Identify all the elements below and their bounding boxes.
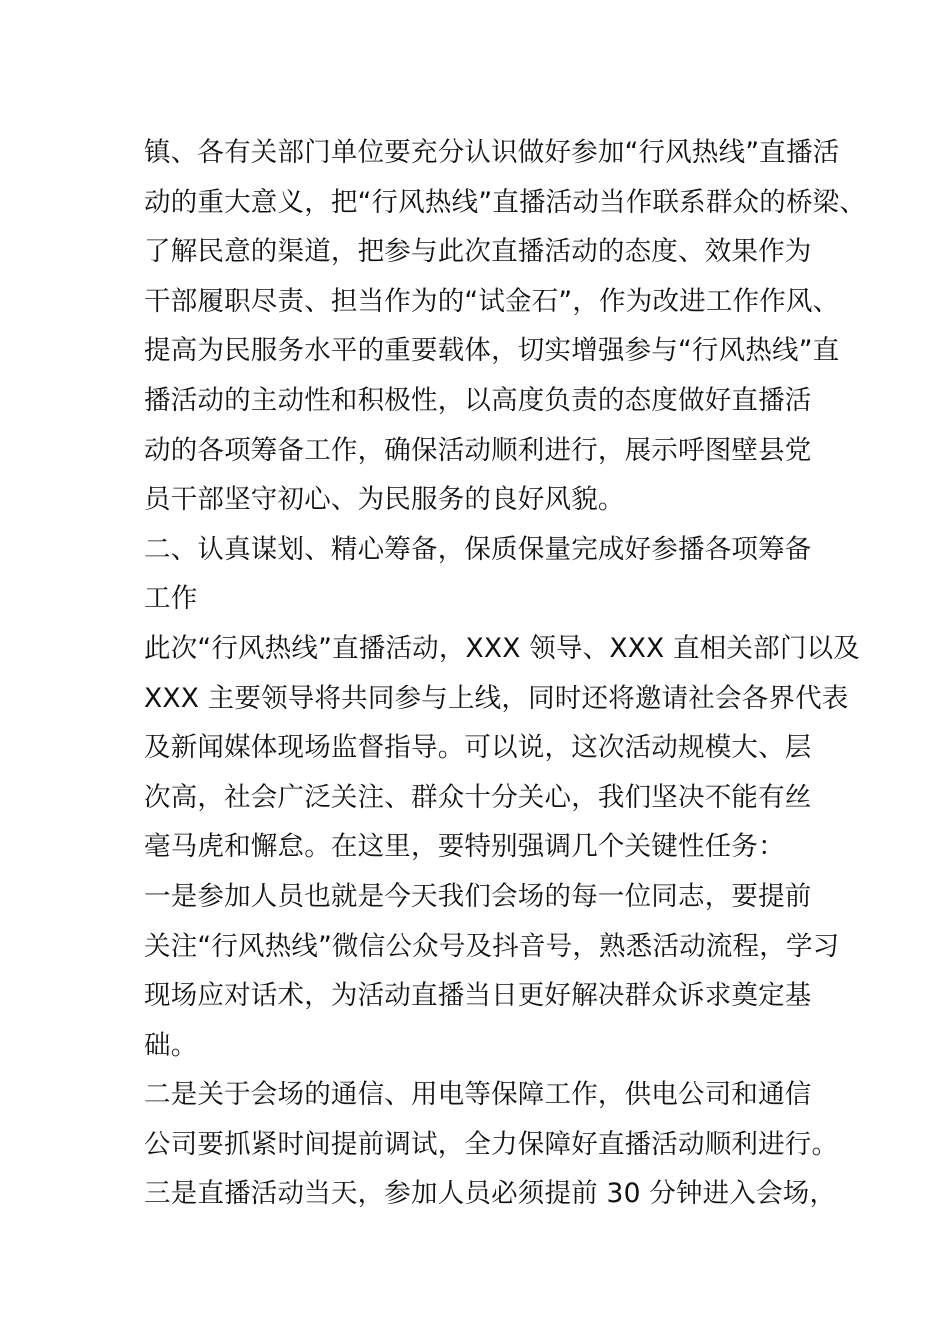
text-line: 关注“行风热线”微信公众号及抖音号，熟悉活动流程，学习 [144, 930, 840, 962]
text-line: 播活动的主动性和积极性，以高度负责的态度做好直播活 [144, 384, 812, 416]
text-line: 此次“行风热线”直播活动，XXX 领导、XXX 直相关部门以及 [144, 632, 860, 664]
text-line: 动的重大意义，把“行风热线”直播活动当作联系群众的桥梁、 [144, 186, 867, 218]
document-body [144, 128, 867, 1219]
text-line: 及新闻媒体现场监督指导。可以说，这次活动规模大、层 [144, 732, 812, 764]
text-line: 二是关于会场的通信、用电等保障工作，供电公司和通信 [144, 1079, 812, 1111]
text-line: 干部履职尽责、担当作为的“试金石”，作为改进工作作风、 [144, 285, 840, 317]
text-line: 现场应对话术，为活动直播当日更好解决群众诉求奠定基 [144, 980, 812, 1012]
text-line: 毫马虎和懈怠。在这里，要特别强调几个关键性任务： [144, 831, 785, 863]
text-line: 一是参加人员也就是今天我们会场的每一位同志，要提前 [144, 880, 812, 912]
section-heading-line: 工作 [144, 583, 198, 615]
text-line: XXX 主要领导将共同参与上线，同时还将邀请社会各界代表 [144, 682, 849, 714]
text-line: 公司要抓紧时间提前调试，全力保障好直播活动顺利进行。 [144, 1128, 839, 1160]
text-line: 镇、各有关部门单位要充分认识做好参加“行风热线”直播活 [144, 137, 840, 168]
text-line: 础。 [144, 1029, 198, 1061]
section-heading-line: 二、认真谋划、精心筹备，保质保量完成好参播各项筹备 [144, 533, 812, 565]
text-line: 提高为民服务水平的重要载体，切实增强参与“行风热线”直 [144, 335, 840, 367]
text-line: 次高，社会广泛关注、群众十分关心，我们坚决不能有丝 [144, 781, 812, 813]
text-line: 了解民意的渠道，把参与此次直播活动的态度、效果作为 [144, 236, 812, 268]
text-line: 员干部坚守初心、为民服务的良好风貌。 [144, 484, 625, 516]
text-line: 动的各项筹备工作，确保活动顺利进行，展示呼图壁县党 [144, 434, 812, 466]
text-line: 三是直播活动当天，参加人员必须提前 30 分钟进入会场， [144, 1178, 837, 1210]
